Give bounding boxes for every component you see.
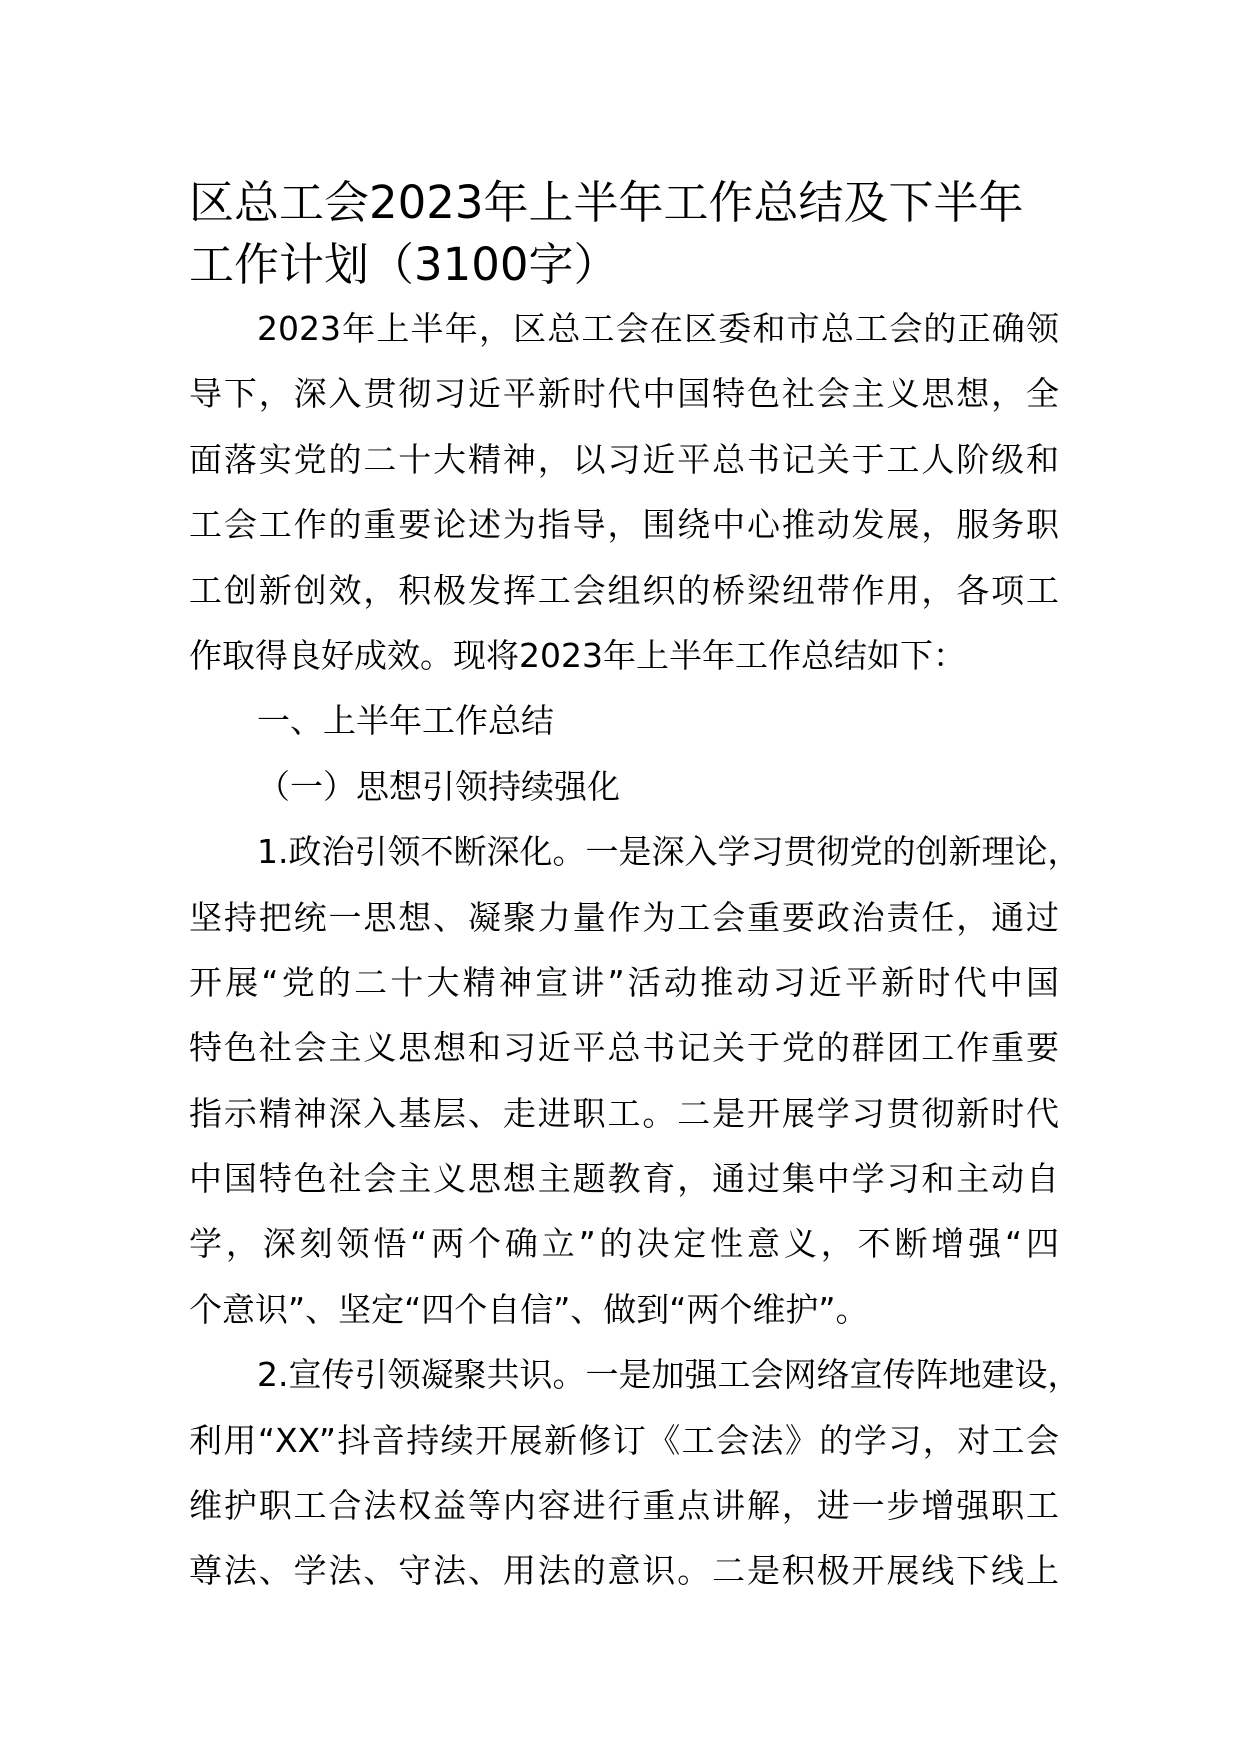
body-text-line: 开展“党的二十大精神宣讲”活动推动习近平新时代中国: [189, 962, 1059, 1002]
body-text-line: 导下，深入贯彻习近平新时代中国特色社会主义思想，全: [189, 374, 1059, 414]
body-text-line: 2.宣传引领凝聚共识。一是加强工会网络宣传阵地建设，: [257, 1355, 1081, 1395]
body-text-line: 尊法、学法、守法、用法的意识。二是积极开展线下线上: [189, 1551, 1059, 1591]
title-line-1: 区总工会2023年上半年工作总结及下半年: [189, 176, 1024, 229]
document-page: [189, 172, 1081, 1604]
body-text-line: 面落实党的二十大精神，以习近平总书记关于工人阶级和: [189, 439, 1059, 479]
body-text-line: 指示精神深入基层、走进职工。二是开展学习贯彻新时代: [189, 1093, 1059, 1133]
body-text-line: 工会工作的重要论述为指导，围绕中心推动发展，服务职: [189, 505, 1059, 545]
title-line-2: 工作计划（3100字）: [189, 238, 619, 291]
body-text-line: 1.政治引领不断深化。一是深入学习贯彻党的创新理论，: [257, 832, 1081, 872]
document-title: [189, 172, 1059, 296]
body-text-line: 学，深刻领悟“两个确立”的决定性意义，不断增强“四: [189, 1224, 1059, 1264]
body-text-line: 作取得良好成效。现将2023年上半年工作总结如下：: [189, 635, 966, 675]
body-text-line: 2023年上半年，区总工会在区委和市总工会的正确领: [257, 309, 1059, 348]
document-body: [189, 296, 1081, 1604]
body-text-line: 利用“XX”抖音持续开展新修订《工会法》的学习，对工会: [189, 1420, 1059, 1460]
body-text-line: 个意识”、坚定“四个自信”、做到“两个维护”。: [189, 1289, 869, 1329]
body-text-line: （一）思想引领持续强化: [257, 766, 620, 806]
body-text-line: 坚持把统一思想、凝聚力量作为工会重要政治责任，通过: [189, 897, 1059, 937]
body-text-line: 维护职工合法权益等内容进行重点讲解，进一步增强职工: [189, 1486, 1059, 1526]
body-text-line: 特色社会主义思想和习近平总书记关于党的群团工作重要: [189, 1028, 1059, 1068]
body-text-line: 工创新创效，积极发挥工会组织的桥梁纽带作用，各项工: [189, 570, 1059, 610]
body-text-line: 一、上半年工作总结: [257, 701, 554, 741]
body-text-line: 中国特色社会主义思想主题教育，通过集中学习和主动自: [189, 1159, 1059, 1199]
